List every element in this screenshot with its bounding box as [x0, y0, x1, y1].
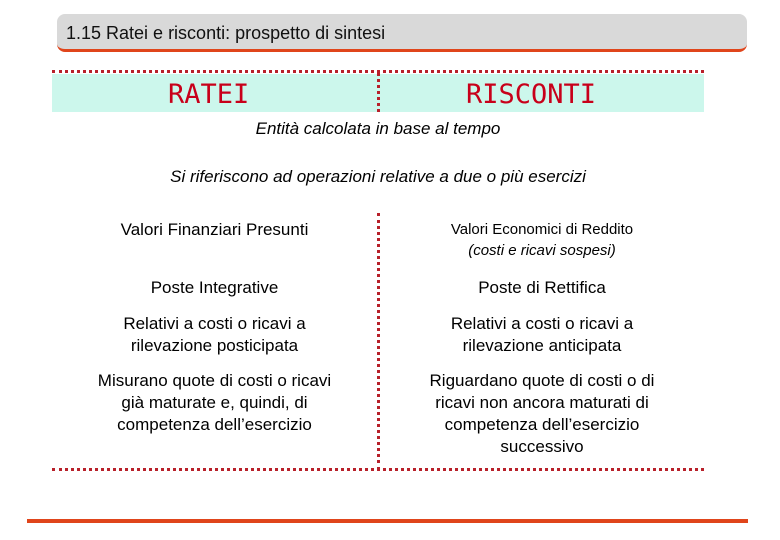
slide-title: 1.15 Ratei e risconti: prospetto di sintesi: [66, 23, 386, 43]
risconti-nature-main: Valori Economici di Reddito: [450, 221, 634, 238]
risconti-quote-line: successivo: [500, 437, 584, 456]
risconti-rilevazione: [380, 313, 704, 357]
risconti-rilevazione-line: Relativi a costi o ricavi a: [450, 314, 634, 333]
ratei-quote-line: già maturate e, quindi, di: [121, 393, 308, 412]
risconti-rilevazione-line: rilevazione anticipata: [462, 336, 622, 355]
ratei-poste: Poste Integrative: [150, 278, 279, 297]
risconti-poste: Poste di Rettifica: [478, 278, 606, 297]
shared-row-entita: Entità calcolata in base al tempo: [255, 119, 501, 138]
ratei-rilevazione-line: rilevazione posticipata: [130, 336, 299, 355]
risconti-quote-line: ricavi non ancora maturati di: [435, 393, 649, 412]
title-bar: [57, 14, 747, 52]
risconti-quote-line: competenza dell’esercizio: [444, 415, 640, 434]
header-ratei: RATEI: [168, 79, 250, 110]
table-bottom-border: [52, 468, 704, 471]
risconti-quote: [380, 370, 704, 458]
ratei-rilevazione-line: Relativi a costi o ricavi a: [123, 314, 306, 333]
header-risconti: RISCONTI: [466, 79, 597, 110]
risconti-nature-sub: (costi e ricavi sospesi): [468, 242, 616, 259]
shared-row-operazioni: Si riferiscono ad operazioni relative a due o più esercizi: [170, 167, 586, 186]
ratei-quote: [52, 370, 377, 436]
risconti-quote-line: Riguardano quote di costi o di: [429, 371, 655, 390]
ratei-quote-line: competenza dell’esercizio: [117, 415, 312, 434]
ratei-rilevazione: [52, 313, 377, 357]
ratei-nature: Valori Finanziari Presunti: [120, 220, 309, 239]
ratei-quote-line: Misurano quote di costi o ricavi: [97, 371, 332, 390]
risconti-nature: [380, 219, 704, 261]
footer-rule: [27, 519, 748, 523]
